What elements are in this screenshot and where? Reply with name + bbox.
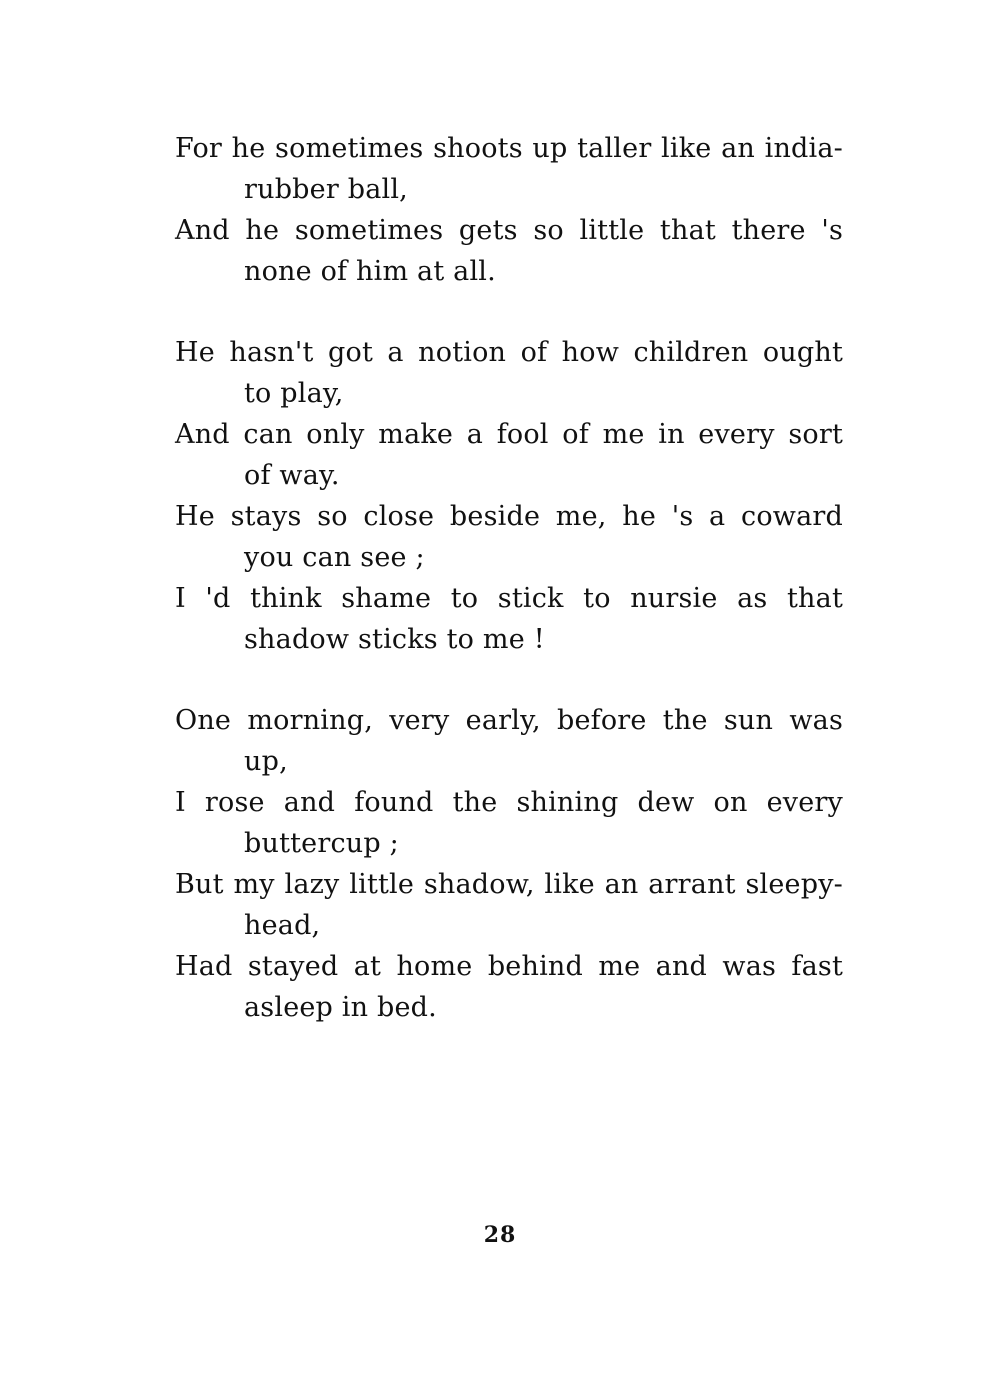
- verse-line-text: But my lazy little shadow, like an arrant sleepy-: [175, 869, 843, 900]
- verse-line: [175, 946, 843, 1028]
- verse-line: [175, 414, 843, 496]
- verse-line-continuation: asleep in bed.: [244, 992, 437, 1023]
- verse-line-continuation: up,: [244, 746, 288, 777]
- verse-line-text: One morning, very early, before the sun was: [175, 705, 843, 736]
- verse-line-text: Had stayed at home behind me and was fast: [175, 951, 843, 982]
- verse-line-continuation: rubber ball,: [244, 174, 408, 205]
- verse-line: [175, 210, 843, 292]
- page-number: 28: [483, 1222, 517, 1248]
- stanza-3: [175, 700, 843, 1028]
- verse-line-continuation: buttercup ;: [244, 828, 399, 859]
- stanza-2: [175, 332, 843, 660]
- verse-line: [175, 128, 843, 210]
- verse-line: [175, 700, 843, 782]
- stanza-1: [175, 128, 843, 292]
- verse-line-continuation: to play,: [244, 378, 344, 409]
- verse-line: [175, 578, 843, 660]
- verse-line-continuation: of way.: [244, 460, 340, 491]
- verse-line-text: I 'd think shame to stick to nursie as that: [175, 583, 843, 614]
- verse-line-text: For he sometimes shoots up taller like an india-: [175, 133, 843, 164]
- verse-line-text: He hasn't got a notion of how children ought: [175, 337, 843, 368]
- verse-line-continuation: shadow sticks to me !: [244, 624, 545, 655]
- verse-line-text: And he sometimes gets so little that there 's: [175, 215, 843, 246]
- verse-line: [175, 782, 843, 864]
- verse-line: [175, 332, 843, 414]
- verse-line-continuation: head,: [244, 910, 321, 941]
- verse-line-text: He stays so close beside me, he 's a coward: [175, 501, 843, 532]
- verse-line-continuation: none of him at all.: [244, 256, 496, 287]
- verse-line: [175, 496, 843, 578]
- verse-line-text: I rose and found the shining dew on every: [175, 787, 843, 818]
- poem: [175, 128, 843, 1028]
- verse-line: [175, 864, 843, 946]
- verse-line-continuation: you can see ;: [244, 542, 425, 573]
- verse-line-text: And can only make a fool of me in every sort: [175, 419, 843, 450]
